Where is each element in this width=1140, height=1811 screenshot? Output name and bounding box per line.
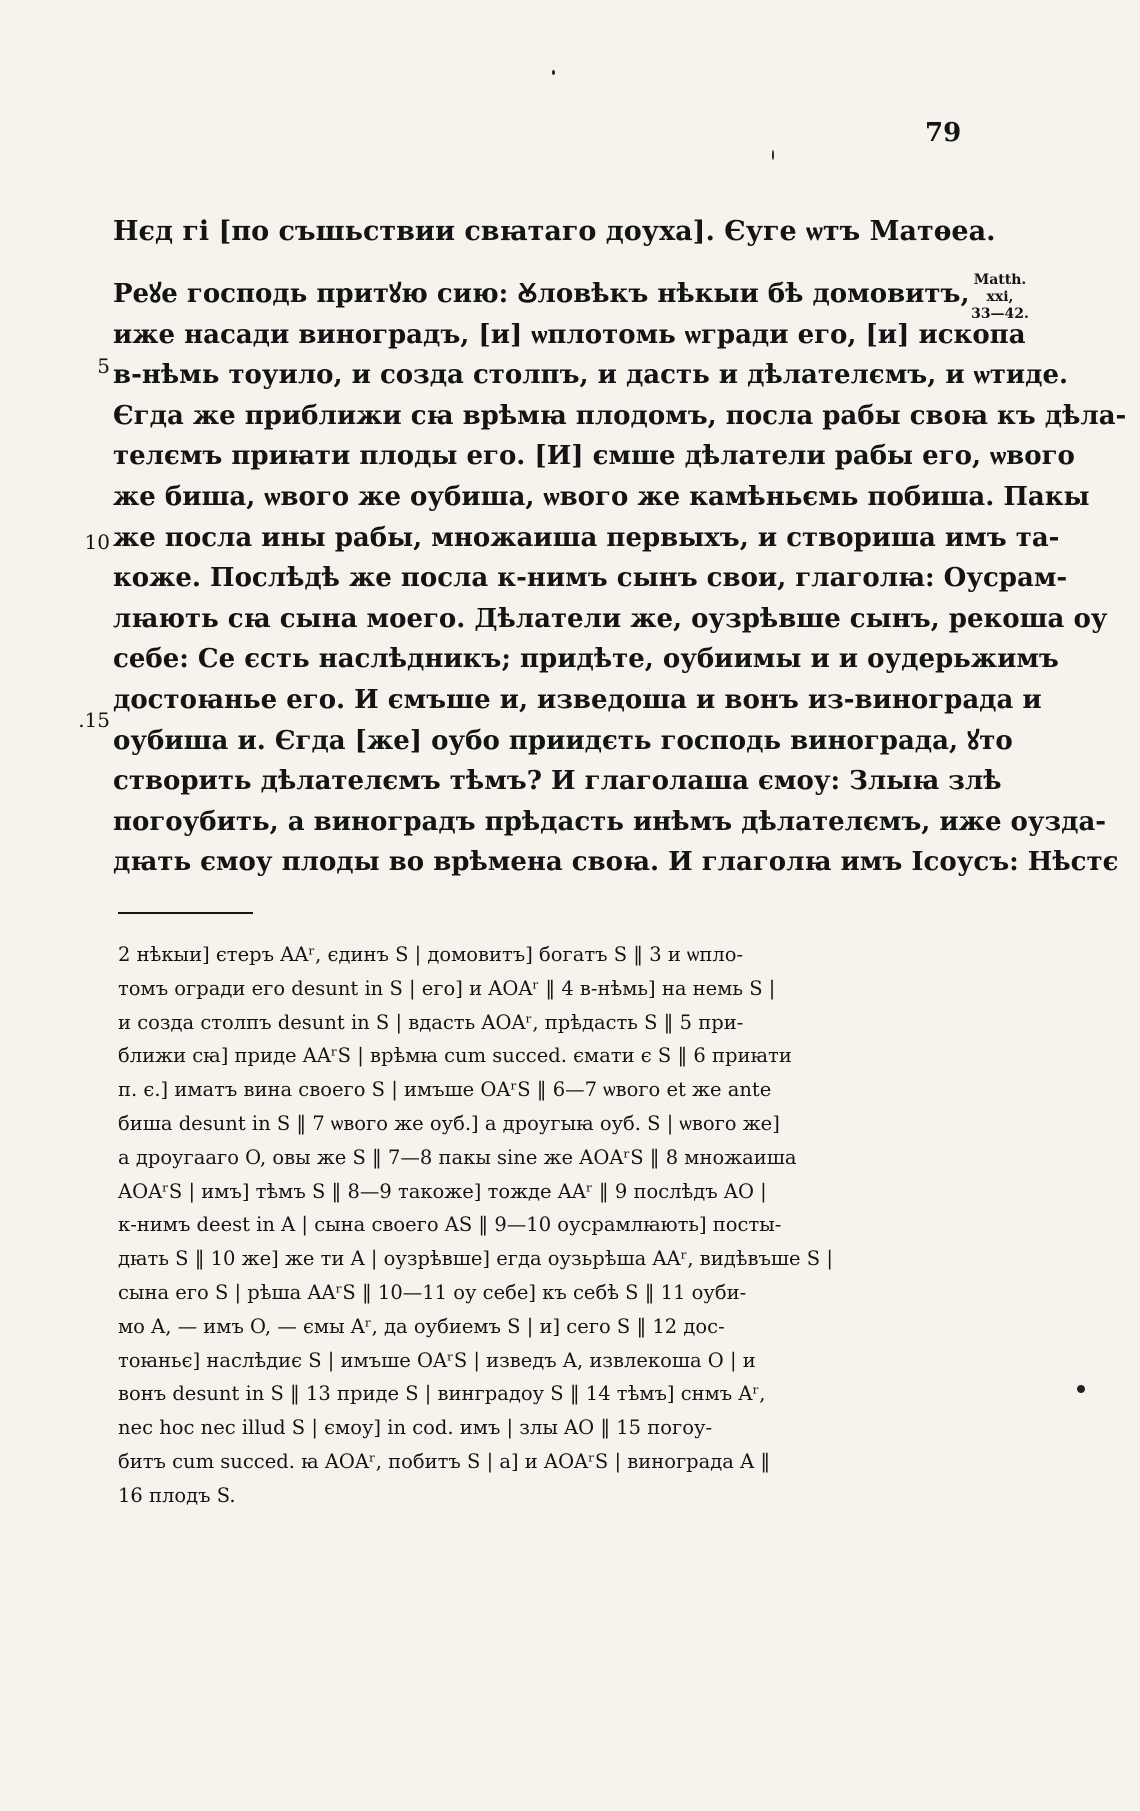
footnote-line: томъ огради его desunt in S | его] и AOAʳ ‖ 4 в-нѣмь] на немь S | (118, 976, 776, 1000)
footnote-line: nec hoc nec illud S | ємоу] in cod. имъ | злы AO ‖ 15 погоу- (118, 1416, 713, 1440)
footnote-line: к-нимъ deest in A | сына своего AS ‖ 9—10 оусрамлꙗють] посты- (118, 1213, 782, 1237)
text-line: себе: Се єсть наслѣдникъ; придѣте, оубиимы и и оудерьжимъ (113, 644, 1059, 675)
text-line: лꙗють сꙗ сына моего. Дѣлатели же, оузрѣвше сынъ, рекоша оу (113, 603, 1108, 634)
section-heading: Нєд гі [по съшьствии свꙗтаго доуха]. Єуге ѡтъ Матѳеа. (113, 216, 996, 247)
footnote-line: 16 плодъ S. (118, 1483, 236, 1507)
text-line: иже насади виноградъ, [и] ѡплотомь ѡгради его, [и] ископа (113, 319, 1026, 350)
scan-speck (772, 150, 774, 160)
footnote-line: тоꙗньє] наслѣдиє S | имъше OAʳS | изведъ A, извлекоша O | и (118, 1348, 756, 1372)
margin-reference-verses: 33—42. (971, 306, 1029, 322)
margin-reference (964, 272, 1036, 323)
line-number-5: 5 (97, 354, 110, 378)
footnote-line: AOAʳS | имъ] тѣмъ S ‖ 8—9 такоже] тожде AAʳ ‖ 9 послѣдъ AO | (118, 1179, 767, 1203)
scan-speck (552, 70, 555, 75)
text-line: оубиша и. Єгда [же] оубо приидєть господь винограда, ꙋто (113, 725, 1013, 756)
text-line: телємъ приꙗти плоды его. [И] ємше дѣлатели рабы его, ѡвого (113, 441, 1075, 472)
text-line: коже. Послѣдѣ же посла к-нимъ сынъ свои, глаголꙗ: Оусрам- (113, 563, 1068, 594)
text-line: же посла ины рабы, множаиша первыхъ, и створиша имъ та- (113, 522, 1060, 553)
text-line: в-нѣмь тоуило, и созда столпъ, и дасть и дѣлателємъ, и ѡтиде. (113, 360, 1069, 391)
text-line: дꙗть ємоу плоды во врѣмена своꙗ. И глаголꙗ имъ Ісоусъ: Нѣстє (113, 847, 1119, 878)
footnote-divider (118, 912, 253, 914)
page-number: 79 (925, 118, 962, 148)
footnote-line: дꙗть S ‖ 10 же] же ти A | оузрѣвше] егда оузьрѣша AAʳ, видѣвъше S | (118, 1247, 833, 1271)
footnote-line: и созда столпъ desunt in S | вдасть AOAʳ, прѣдасть S ‖ 5 при- (118, 1010, 744, 1034)
text-line: Єгда же приближи сꙗ врѣмꙗ плодомъ, посла рабы своꙗ къ дѣла- (113, 400, 1127, 431)
footnote-line: 2 нѣкыи] єтеръ AAʳ, єдинъ S | домовитъ] богатъ S ‖ 3 и ѡпло- (118, 943, 744, 966)
scan-speck (1077, 1385, 1085, 1393)
text-line: же биша, ѡвого же оубиша, ѡвого же камѣньємь побиша. Пакы (113, 481, 1090, 512)
footnote-line: а дроугааго O, овы же S ‖ 7—8 пакы sine же AOAʳS ‖ 8 множаиша (118, 1145, 797, 1169)
footnote-line: сына его S | рѣша AAʳS ‖ 10—11 оу себе] къ себѣ S ‖ 11 оуби- (118, 1280, 747, 1304)
text-line: Реꙋе господь притꙋю сию: Ꙋловѣкъ нѣкыи бѣ домовитъ, (113, 279, 970, 309)
margin-reference-chapter: xxi, (986, 289, 1014, 305)
footnote-line: биша desunt in S ‖ 7 ѡвого же оуб.] а дроугыꙗ оуб. S | ѡвого же] (118, 1111, 780, 1135)
footnote-line: битъ cum succed. ꙗ AOAʳ, побитъ S | а] и AOAʳS | винограда A ‖ (118, 1449, 771, 1473)
footnote-line: вонъ desunt in S ‖ 13 приде S | винградоу S ‖ 14 тѣмъ] снмъ Aʳ, (118, 1382, 766, 1406)
text-line: погоубить, а виноградъ прѣдасть инѣмъ дѣлателємъ, иже оузда- (113, 806, 1107, 837)
footnote-line: ближи сꙗ] приде AAʳS | врѣмꙗ cum succed. ємати є S ‖ 6 приꙗти (118, 1044, 792, 1068)
text-line: створить дѣлателємъ тѣмъ? И глаголаша ємоу: Злыꙗ злѣ (113, 766, 1002, 797)
line-number-10: 10 (84, 530, 110, 554)
footnote-line: п. є.] иматъ вина своего S | имъше OAʳS ‖ 6—7 ѡвого et же ante (118, 1078, 772, 1102)
footnote-line: мо A, — имъ O, — ємы Aʳ, да оубиемъ S | и] сего S ‖ 12 дос- (118, 1314, 725, 1338)
text-line: достоꙗнье его. И ємъше и, изведоша и вонъ из-винограда и (113, 684, 1042, 715)
footnotes-apparatus (118, 938, 966, 1513)
line-number-15: .15 (78, 708, 110, 732)
margin-reference-book: Matth. (973, 272, 1027, 288)
